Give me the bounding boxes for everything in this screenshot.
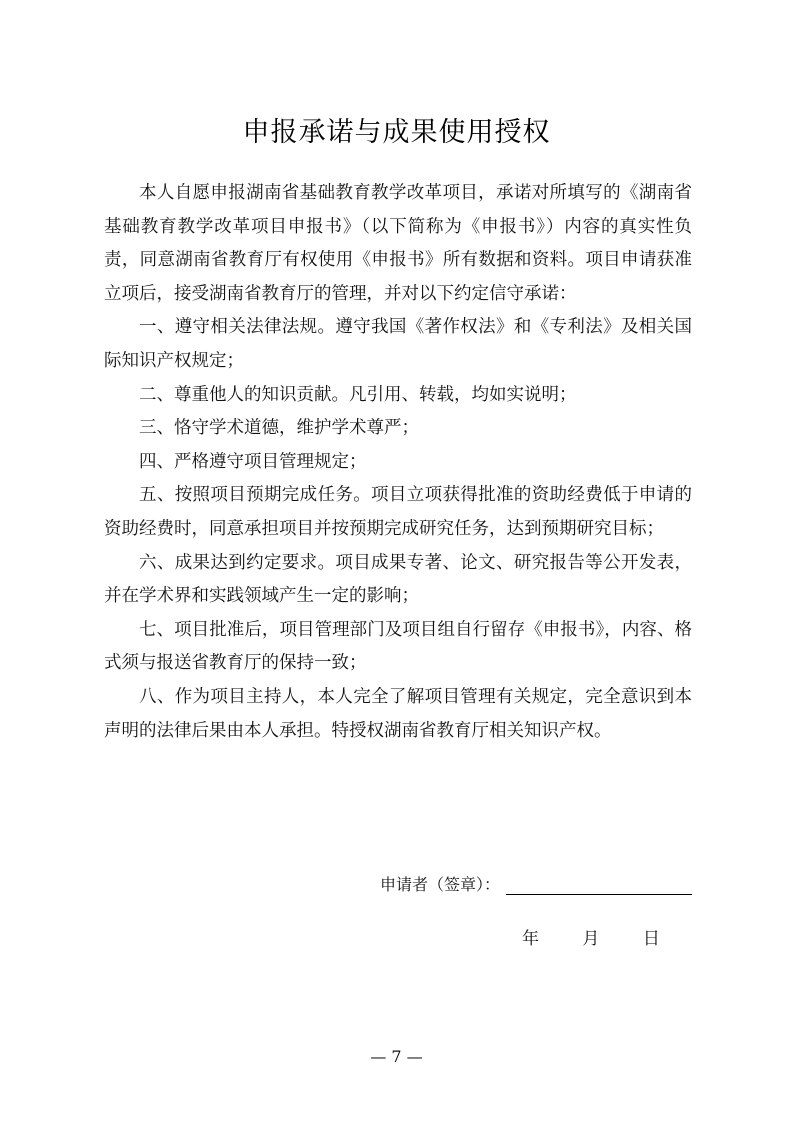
paragraph-item-3: 三、恪守学术道德，维护学术尊严；: [139, 418, 419, 439]
document-body: [104, 177, 692, 748]
paragraph-intro: 本人自愿申报湖南省基础教育教学改革项目，承诺对所填写的《湖南省基础教育教学改革项目申报书》（以下简称为《申报书》）内容的真实性负责，同意湖南省教育厅有权使用《申报书》所有数据和资料。项目申请获准立项后，接受湖南省教育厅的管理，并对以下约定信守承诺：: [104, 183, 692, 304]
paragraph-item-8: 八、作为项目主持人，本人完全了解项目管理有关规定，完全意识到本声明的法律后果由本人承担。特授权湖南省教育厅相关知识产权。: [104, 686, 692, 741]
date-day-label: 日: [642, 929, 660, 949]
signature-row: [380, 872, 692, 895]
paragraph-item-5: 五、按照项目预期完成任务。项目立项获得批准的资助经费低于申请的资助经费时，同意承担项目并按预期完成研究任务，达到预期研究目标；: [104, 485, 692, 539]
signature-label: 申请者（签章）：: [380, 875, 501, 894]
page-number: — 7 —: [370, 1047, 423, 1066]
paragraph-item-2: 二、尊重他人的知识贡献。凡引用、转载，均如实说明；: [139, 384, 577, 405]
date-row: [522, 924, 660, 949]
date-month-label: 月: [582, 929, 600, 949]
signature-line[interactable]: [506, 872, 692, 895]
paragraph-item-4: 四、严格遵守项目管理规定；: [139, 451, 367, 472]
paragraph-item-6: 六、成果达到约定要求。项目成果专著、论文、研究报告等公开发表，并在学术界和实践领域产生一定的影响；: [104, 552, 692, 607]
paragraph-item-1: 一、遵守相关法律法规。遵守我国《著作权法》和《专利法》及相关国际知识产权规定；: [104, 317, 692, 371]
date-year-label: 年: [522, 929, 539, 949]
document-title: 申报承诺与成果使用授权: [242, 117, 551, 148]
paragraph-item-7: 七、项目批准后，项目管理部门及项目组自行留存《申报书》，内容、格式须与报送省教育厅的保持一致；: [104, 619, 692, 674]
